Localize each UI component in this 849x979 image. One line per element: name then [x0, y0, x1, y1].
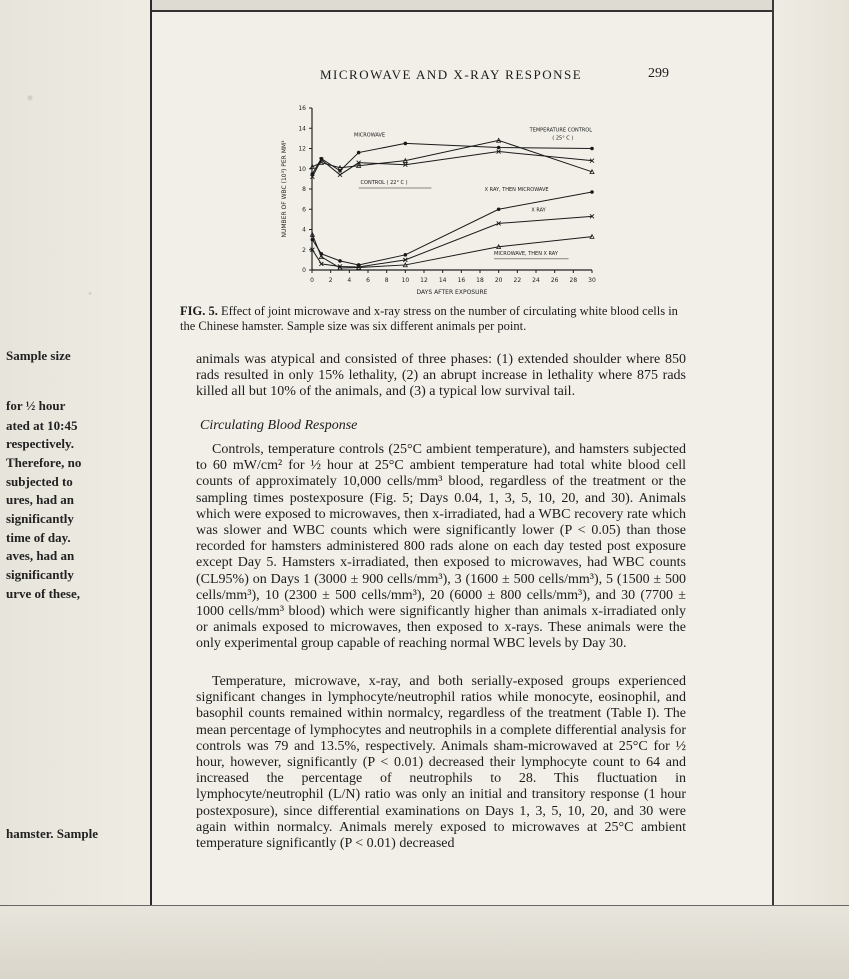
x-tick-label: 16 — [457, 277, 466, 284]
data-point — [357, 151, 361, 155]
data-point — [497, 146, 501, 150]
journal-page — [152, 12, 772, 902]
x-tick-label: 26 — [550, 277, 559, 284]
x-tick-label: 20 — [494, 277, 503, 284]
section-heading: Circulating Blood Response — [200, 418, 358, 433]
bleed-text: subjected to — [6, 474, 73, 489]
x-tick-label: 28 — [569, 277, 578, 284]
x-tick-label: 12 — [420, 277, 428, 284]
bleed-text: aves, had an — [6, 548, 75, 563]
left-page-bleed — [0, 0, 152, 978]
x-axis-label: DAYS AFTER EXPOSURE — [416, 289, 488, 296]
data-point — [590, 235, 594, 239]
x-tick-label: 30 — [588, 277, 596, 284]
series-line — [312, 143, 592, 173]
x-tick-label: 24 — [532, 277, 540, 284]
x-tick-label: 2 — [328, 277, 333, 284]
y-tick-label: 16 — [298, 105, 306, 112]
y-tick-label: 0 — [302, 267, 306, 274]
series-annotation: TEMPERATURE CONTROL — [529, 127, 592, 134]
running-head: MICROWAVE AND X-RAY RESPONSE — [320, 67, 583, 82]
data-point — [590, 147, 594, 151]
series-annotation: CONTROL ( 22° C ) — [360, 179, 408, 186]
wbc-line-chart — [270, 100, 610, 300]
bleed-text: respectively. — [6, 436, 74, 451]
y-tick-label: 2 — [302, 246, 306, 254]
caption-label: FIG. 5. — [180, 304, 218, 318]
paragraph-wbc: Controls, temperature controls (25°C ambient temperature), and hamsters subjected to 60 mW/cm² for ½ hour at 25°C ambient temperature had total white blood cell counts of approximately 10,000 cells/mm³ blood, regardless of the treatment or the sampling times postexposure (Fig. 5; Days 0.04, 1, 3, 5, 10, 20, and 30). Animals which were exposed to microwaves, then x-irradiated, had a WBC recovery rate which was slower and WBC counts which were significantly lower (P < 0.05) than those recorded for hamsters administered 800 rads alone on each day tested post exposure except Day 5. Hamsters x-irradiated, then exposed to microwaves, had WBC counts (CL95%) on Days 1 (3000 ± 900 cells/mm³), 3 (1600 ± 500 cells/mm³), 5 (1500 ± 500 cells/mm³), 10 (2300 ± 500 cells/mm³), 20 (6000 ± 800 cells/mm³), and 30 (7700 ± 1000 cells/mm³ blood) which were significantly higher than animals x-irradiated only or animals exposed to microwaves, then exposed to x-rays. These animals were the only experimental group capable of reaching normal WBC levels by Day 30. — [196, 442, 686, 652]
series-annotation: MICROWAVE — [354, 132, 386, 139]
series-line — [312, 216, 592, 267]
series-annotation: X RAY, THEN MICROWAVE — [484, 187, 549, 194]
caption-text: Effect of joint microwave and x-ray stress on the number of circulating white blood cells in the Chinese hamster. Sample size was six different animals per point. — [180, 304, 678, 333]
x-tick-label: 10 — [401, 277, 410, 284]
bleed-text: for ½ hour — [6, 398, 66, 413]
series-annotation: X RAY — [531, 207, 546, 214]
y-tick-label: 8 — [302, 186, 306, 193]
series-annotation: ( 25° C ) — [552, 135, 574, 142]
data-point — [404, 142, 408, 146]
data-point — [497, 207, 501, 211]
y-tick-label: 12 — [298, 145, 306, 153]
data-point — [338, 173, 342, 177]
x-tick-label: 4 — [347, 277, 352, 284]
x-tick-label: 6 — [366, 277, 370, 284]
x-tick-label: 0 — [310, 277, 314, 284]
x-tick-label: 22 — [513, 277, 522, 284]
data-point — [590, 190, 594, 194]
x-tick-label: 14 — [438, 277, 447, 284]
series-annotation: MICROWAVE, THEN X RAY — [494, 250, 558, 257]
bleed-text: time of day. — [6, 530, 71, 545]
page-number: 299 — [648, 66, 669, 81]
bleed-text: Sample size — [6, 348, 71, 363]
data-point — [404, 253, 408, 257]
right-page-bleed — [772, 0, 849, 978]
bleed-text: significantly — [6, 511, 74, 526]
bleed-text: ures, had an — [6, 492, 75, 507]
bleed-text: ated at 10:45 — [6, 418, 78, 433]
series-line — [312, 152, 592, 177]
y-tick-label: 6 — [302, 206, 306, 214]
bleed-text: hamster. Sample — [6, 826, 98, 841]
bleed-text: urve of these, — [6, 586, 81, 601]
bleed-text: significantly — [6, 567, 74, 582]
paragraph-lethality: animals was atypical and consisted of three phases: (1) extended shoulder where 850 rads resulted in only 15% lethality, (2) an abrupt increase in lethality where 875 rads killed all but 10% of the animals, and (3) a typical low survival tail. — [196, 352, 686, 400]
paragraph-differential: Temperature, microwave, x-ray, and both serially-exposed groups experienced significant changes in lymphocyte/neutrophil ratios while monocyte, eosinophil, and basophil counts remained within normalcy, regardless of the treatment (Table I). The mean percentage of lymphocytes and neutrophils in a complete differential analysis for controls was 79 and 13.5%, respectively. Animals sham-microwaved at 25°C for ½ hour, however, significantly (P < 0.01) decreased their lymphocyte count to 64 and increased the percentage of neutrophils to 28. This fluctuation in lymphocyte/neutrophil (L/N) ratio was only an initial and transitory response (1 hour postexposure), since differential examinations on Days 1, 3, 5, 10, 20, and 30 were again within normalcy. Animals merely exposed to microwaves at 25°C ambient temperature significantly (P < 0.01) decreased — [196, 674, 686, 852]
y-axis-label: NUMBER OF WBC (10³) PER MM³ — [281, 140, 288, 238]
x-tick-label: 18 — [476, 277, 484, 284]
y-tick-label: 10 — [298, 165, 306, 173]
bleed-text: Therefore, no — [6, 455, 82, 470]
x-tick-label: 8 — [384, 277, 389, 284]
figure-caption — [180, 304, 690, 334]
bottom-scan-edge — [0, 905, 849, 979]
data-point — [338, 259, 342, 263]
y-tick-label: 14 — [298, 125, 306, 133]
y-tick-label: 4 — [302, 226, 306, 234]
